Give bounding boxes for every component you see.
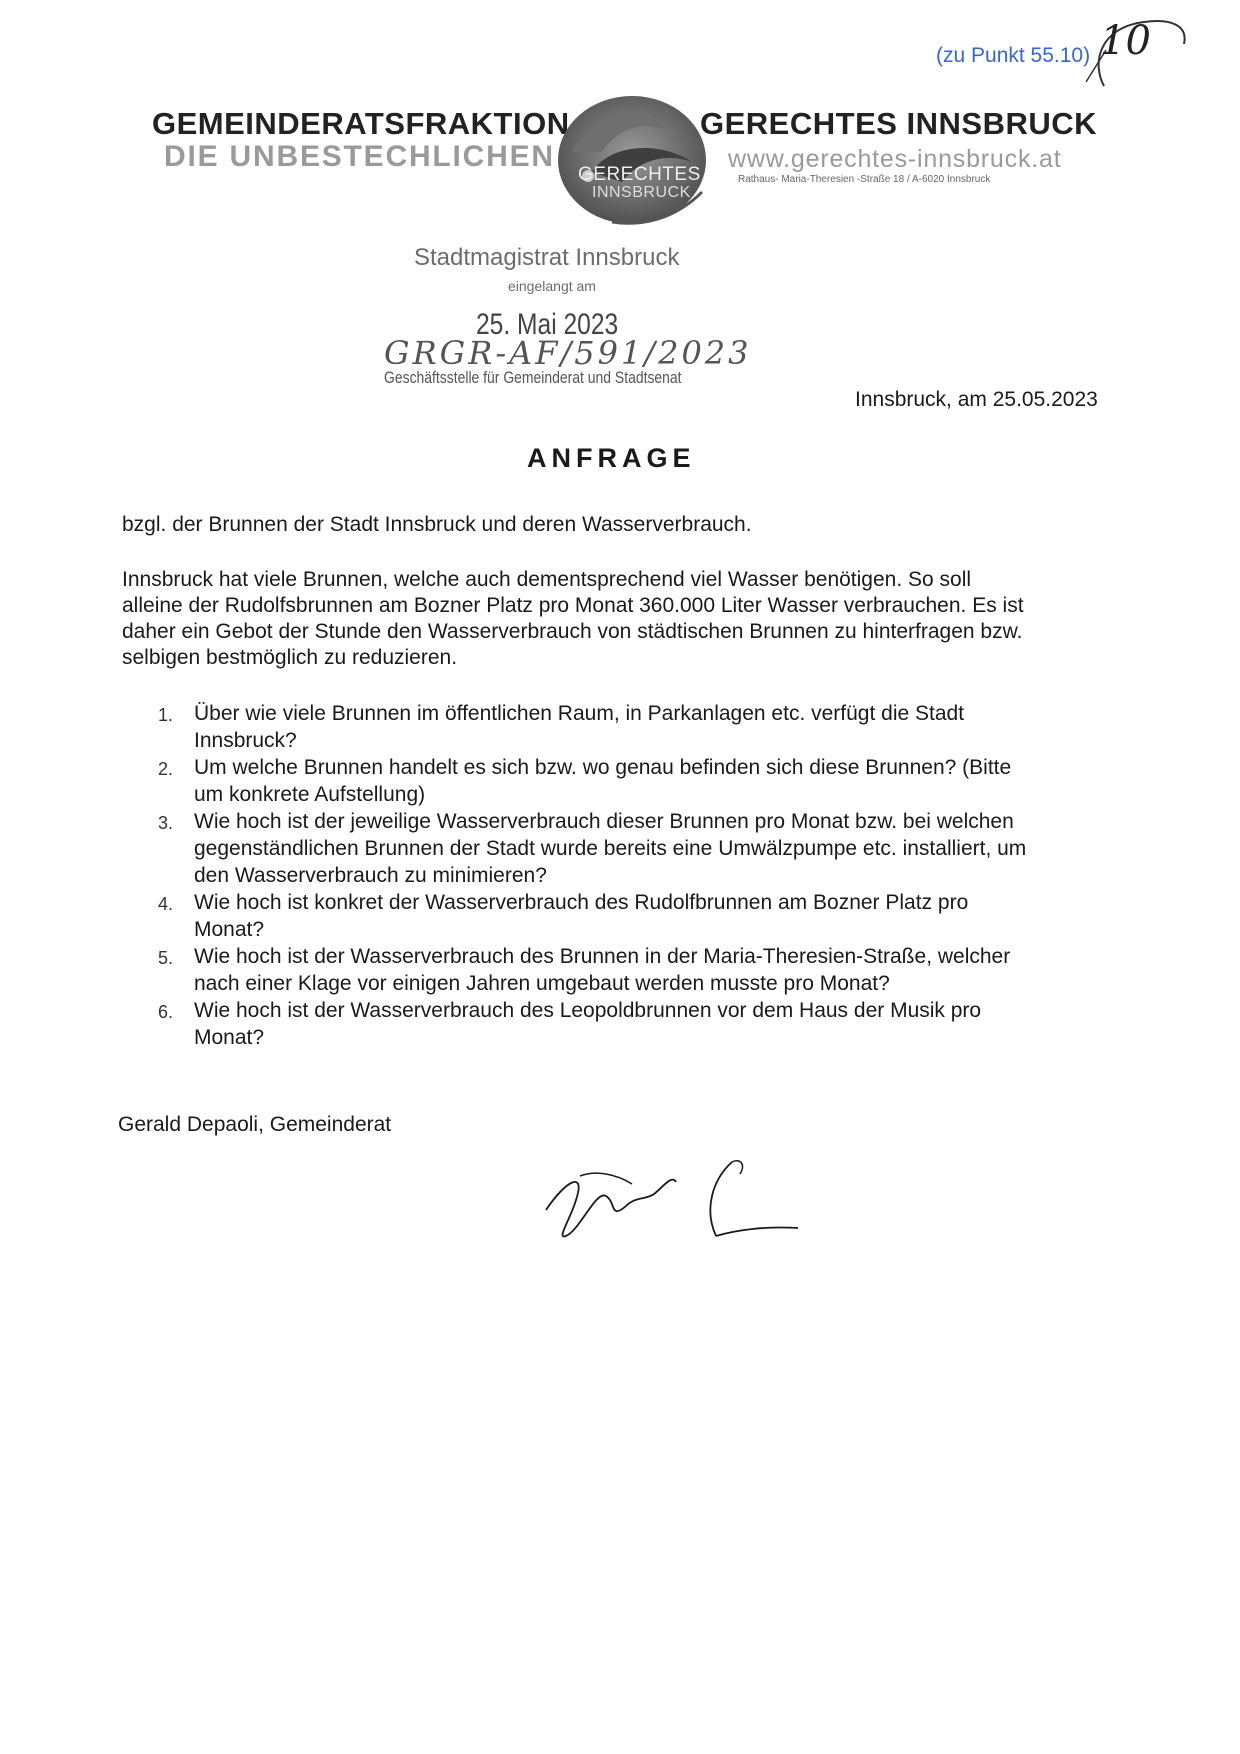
question-number: 1.: [158, 705, 174, 725]
question-line: Wie hoch ist konkret der Wasserverbrauch des Rudolfbrunnen am Bozner Platz pro: [194, 891, 969, 914]
intro-line: daher ein Gebot der Stunde den Wasserverbrauch von städtischen Brunnen zu hinterfragen bzw.: [122, 620, 1023, 643]
stamp-department: Geschäftsstelle für Gemeinderat und Stadtsenat: [384, 368, 682, 387]
author-signature-line: Gerald Depaoli, Gemeinderat: [118, 1113, 392, 1136]
question-number: 4.: [158, 894, 174, 914]
question-line: Monat?: [194, 1026, 265, 1049]
question-item: [158, 808, 1118, 889]
intro-line: Innsbruck hat viele Brunnen, welche auch dementsprechend viel Wasser benötigen. So soll: [122, 568, 972, 591]
question-item: [158, 700, 1118, 754]
letterhead-faction: GEMEINDERATSFRAKTION: [152, 106, 570, 141]
subject-line: bzgl. der Brunnen der Stadt Innsbruck und deren Wasserverbrauch.: [122, 513, 752, 536]
question-line: gegenständlichen Brunnen der Stadt wurde bereits eine Umwälzpumpe etc. installiert, um: [194, 837, 1027, 860]
question-number: 3.: [158, 813, 174, 833]
question-line: Über wie viele Brunnen im öffentlichen Raum, in Parkanlagen etc. verfügt die Stadt: [194, 702, 965, 725]
party-logo: [552, 92, 712, 232]
intro-line: selbigen bestmöglich zu reduzieren.: [122, 646, 458, 669]
place-date: Innsbruck, am 25.05.2023: [855, 388, 1098, 411]
letterhead-party: GERECHTES INNSBRUCK: [700, 106, 1098, 141]
handwritten-signature: [536, 1140, 816, 1250]
question-line: Wie hoch ist der Wasserverbrauch des Brunnen in der Maria-Theresien-Straße, welcher: [194, 945, 1011, 968]
question-item: [158, 943, 1118, 997]
stamp-office: Stadtmagistrat Innsbruck: [414, 244, 680, 271]
stamp-received-label: eingelangt am: [508, 278, 596, 294]
question-line: den Wasserverbrauch zu minimieren?: [194, 864, 547, 887]
question-line: Um welche Brunnen handelt es sich bzw. wo genau befinden sich diese Brunnen? (Bitte: [194, 756, 1012, 779]
stamp-handwritten-ref: GRGR-AF/591/2023: [384, 334, 752, 372]
question-item: [158, 754, 1118, 808]
reference-note: (zu Punkt 55.10): [936, 44, 1091, 67]
letterhead-subtitle: DIE UNBESTECHLICHEN: [164, 140, 555, 173]
question-item: [158, 997, 1118, 1051]
question-number: 5.: [158, 948, 174, 968]
question-line: um konkrete Aufstellung): [194, 783, 426, 806]
letterhead-website: www.gerechtes-innsbruck.at: [728, 145, 1062, 173]
letterhead-address: Rathaus- Maria-Theresien -Straße 18 / A-6020 Innsbruck: [738, 174, 991, 185]
question-line: Wie hoch ist der Wasserverbrauch des Leopoldbrunnen vor dem Haus der Musik pro: [194, 999, 982, 1022]
question-line: Monat?: [194, 918, 265, 941]
question-item: [158, 889, 1118, 943]
question-number: 2.: [158, 759, 174, 779]
logo-text-gerechtes: GERECHTES: [578, 164, 701, 185]
question-number: 6.: [158, 1002, 174, 1022]
handwritten-number: 10: [1100, 18, 1151, 64]
intro-paragraph: [122, 567, 1112, 671]
question-list: [158, 700, 1118, 1051]
question-line: Wie hoch ist der jeweilige Wasserverbrauch dieser Brunnen pro Monat bzw. bei welchen: [194, 810, 1014, 833]
intro-line: alleine der Rudolfsbrunnen am Bozner Platz pro Monat 360.000 Liter Wasser verbrauchen. Es ist: [122, 594, 1024, 617]
question-line: nach einer Klage vor einigen Jahren umgebaut werden musste pro Monat?: [194, 972, 890, 995]
question-line: Innsbruck?: [194, 729, 297, 752]
document-title: ANFRAGE: [527, 443, 696, 473]
logo-text-innsbruck: INNSBRUCK: [592, 184, 691, 201]
stamp-date: 25. Mai 2023: [476, 308, 619, 341]
